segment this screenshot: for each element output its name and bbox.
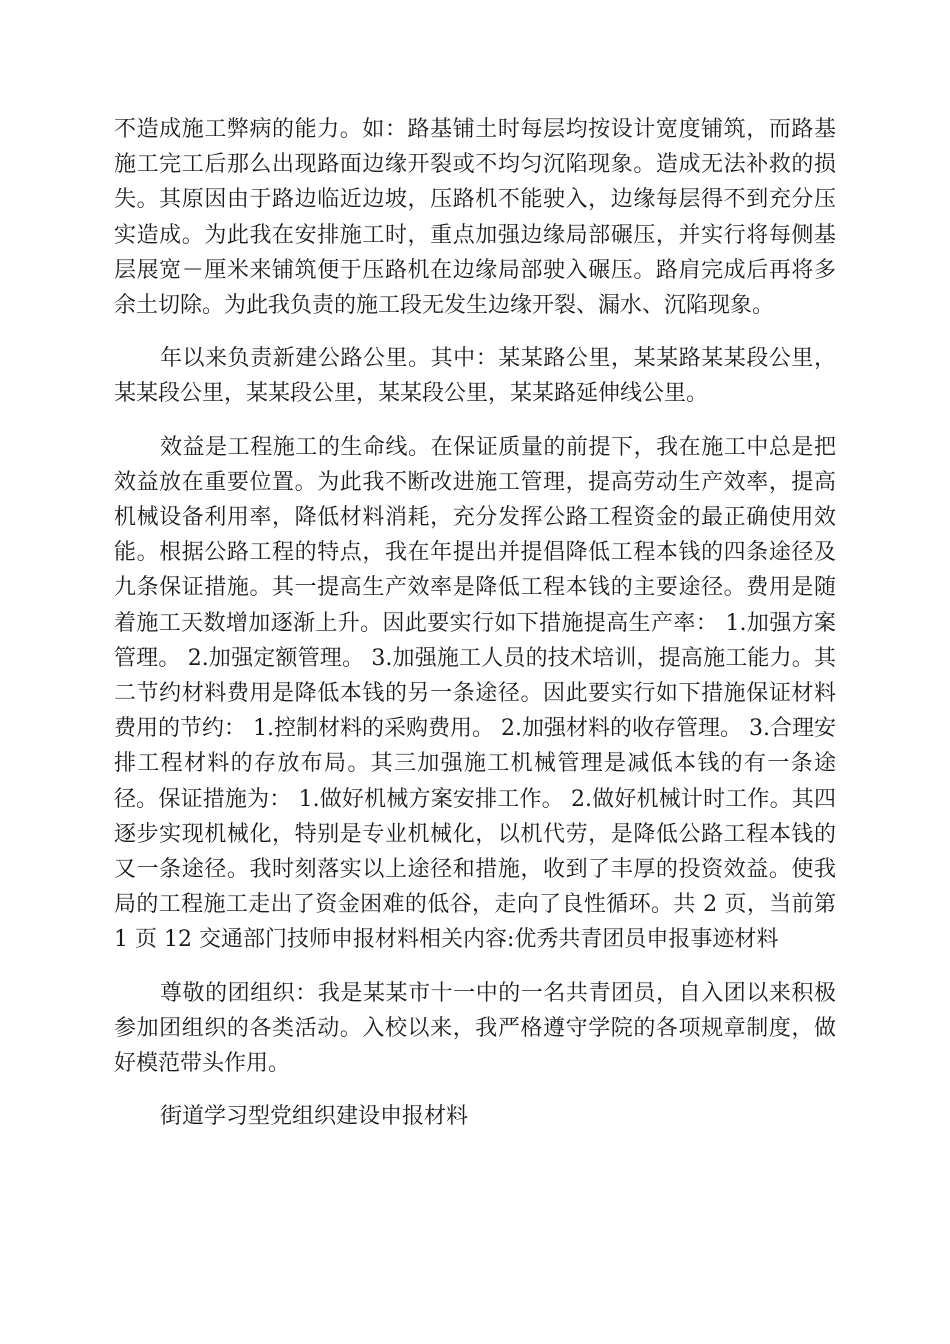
- document-body: [114, 112, 836, 1152]
- paragraph-1: 不造成施工弊病的能力。如：路基铺土时每层均按设计宽度铺筑，而路基施工完工后那么出现路面边缘开裂或不均匀沉陷现象。造成无法补救的损失。其原因由于路边临近边坡，压路机不能驶入，边缘每层得不到充分压实造成。为此我在安排施工时，重点加强边缘局部碾压，并实行将每侧基层展宽－厘米来铺筑便于压路机在边缘局部驶入碾压。路肩完成后再将多余土切除。为此我负责的施工段无发生边缘开裂、漏水、沉陷现象。: [114, 117, 836, 319]
- paragraph-4: 尊敬的团组织：我是某某市十一中的一名共青团员，自入团以来积极参加团组织的各类活动。入校以来，我严格遵守学院的各项规章制度，做好模范带头作用。: [114, 980, 836, 1077]
- paragraph-2: 年以来负责新建公路公里。其中：某某路公里，某某路某某段公里，某某段公里，某某段公里，某某段公里，某某路延伸线公里。: [114, 346, 836, 407]
- paragraph-5: 街道学习型党组织建设申报材料: [160, 1104, 469, 1130]
- paragraph-3: 效益是工程施工的生命线。在保证质量的前提下，我在施工中总是把效益放在重要位置。为此我不断改进施工管理，提高劳动生产效率，提高机械设备利用率，降低材料消耗，充分发挥公路工程资金的最正确使用效能。根据公路工程的特点，我在年提出并提倡降低工程本钱的四条途径及九条保证措施。其一提高生产效率是降低工程本钱的主要途径。费用是随着施工天数增加逐渐上升。因此要实行如下措施提高生产率： 1.加强方案管理。 2.加强定额管理。 3.加强施工人员的技术培训，提高施工能力。其二节约材料费用是降低本钱的另一条途径。因此要实行如下措施保证材料费用的节约： 1.控制材料的采购费用。 2.加强材料的收存管理。 3.合理安排工程材料的存放布局。其三加强施工机械管理是减低本钱的有一条途径。保证措施为： 1.做好机械方案安排工作。 2.做好机械计时工作。其四逐步实现机械化，特别是专业机械化，以机代劳，是降低公路工程本钱的又一条途径。我时刻落实以上途径和措施，收到了丰厚的投资效益。使我局的工程施工走出了资金困难的低谷，走向了良性循环。共 2 页，当前第 1 页 12 交通部门技师申报材料相关内容:优秀共青团员申报事迹材料: [114, 434, 836, 953]
